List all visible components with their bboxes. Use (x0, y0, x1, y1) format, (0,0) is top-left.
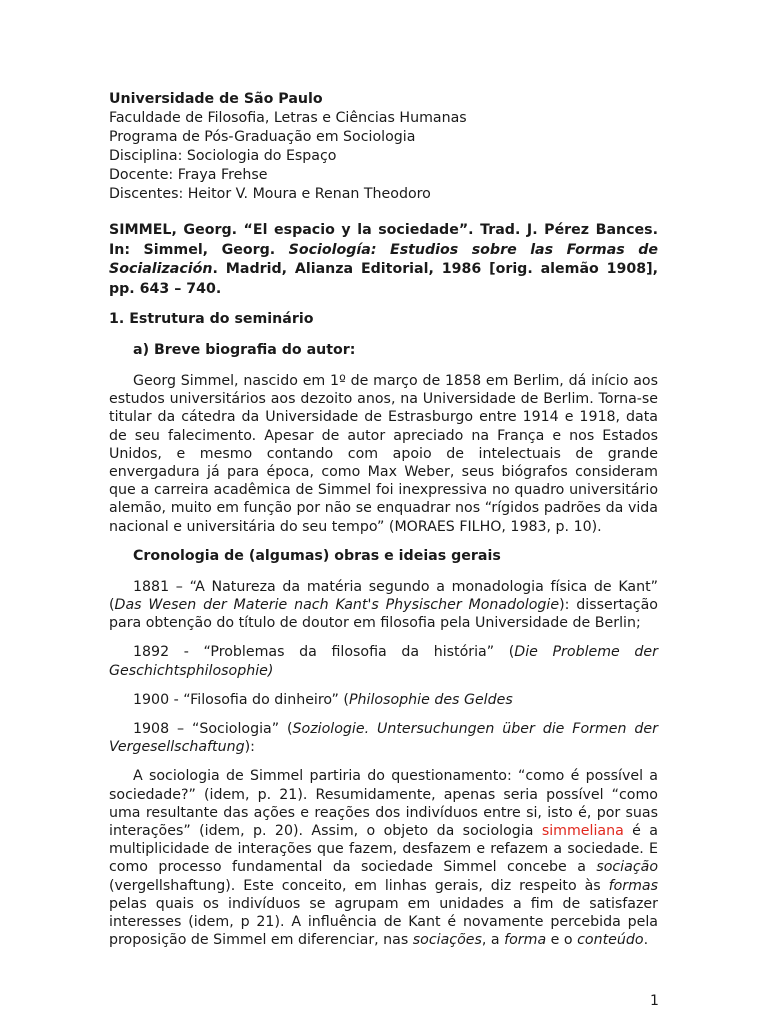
work-text: ): dissertação para obtenção do título de doutor em filosofia pela Universidade de Berlin; (109, 597, 658, 632)
work-original-title: Das Wesen der Materie nach Kant's Physischer Monadologie (114, 597, 560, 614)
paragraph-text: é a multiplicidade de interações que fazem, desfazem e refazem a sociedade. E como processo fundamental da sociedade Simmel concebe a (109, 823, 658, 876)
document-header (109, 90, 658, 204)
italic-term: sociações (412, 932, 482, 949)
document-page (109, 90, 658, 960)
students-names: Discentes: Heitor V. Moura e Renan Theodoro (109, 186, 431, 202)
paragraph-text: . (643, 932, 649, 949)
work-entry-1892 (109, 643, 658, 679)
page-number: 1 (650, 993, 659, 1009)
reference-book-title: Sociología: Estudios sobre las Formas de Socialización (109, 241, 658, 277)
discipline-name: Disciplina: Sociologia do Espaço (109, 148, 337, 164)
work-original-title: Soziologie. Untersuchungen über die Formen der Vergesellschaftung (109, 721, 658, 756)
work-text: 1881 – “A Natureza da matéria segundo a monadologia física de Kant” ( (109, 578, 658, 614)
biography-paragraph: Georg Simmel, nascido em 1º de março de 1858 em Berlim, dá início aos estudos universitários aos dezoito anos, na Universidade de Berlim. Torna-se titular da cátedra da Universidade de Estrasburgo entre 1914 e 1918, data de seu falecimento. Apesar de autor apreciado na França e nos Estados Unidos, e mesmo contando com apoio de intelectuais de grande envergadura já para época, como Max Weber, seus biógrafos consideram que a carreira acadêmica de Simmel foi inexpressiva no quadro universitário alemão, muito em função por não se enquadrar nos “rígidos padrões da vida nacional e universitária do seu tempo” (MORAES FILHO, 1983, p. 10). (109, 373, 658, 535)
work-original-title: Die Probleme der Geschichtsphilosophie) (109, 644, 658, 679)
work-entry-1881 (109, 578, 658, 633)
work-text: 1908 – “Sociologia” ( (133, 721, 293, 738)
work-text: ): (244, 739, 255, 756)
chronology-title: Cronologia de (algumas) obras e ideias gerais (133, 547, 501, 564)
bibliographic-reference (109, 221, 658, 299)
work-entry-1908 (109, 720, 658, 756)
sociology-paragraph (109, 767, 658, 949)
highlighted-word: simmeliana (541, 823, 624, 840)
paragraph-text: (vergellshaftung). Este conceito, em linhas gerais, diz respeito às (109, 877, 609, 894)
work-entry-1900 (109, 691, 658, 709)
university-name: Universidade de São Paulo (109, 91, 323, 107)
paragraph-text: , a (481, 932, 505, 949)
reference-part1: SIMMEL, Georg. “El espacio y la sociedade”. Trad. J. Pérez Bances. In: Simmel, Georg. (109, 222, 658, 258)
reference-part2: . Madrid, Alianza Editorial, 1986 [orig. alemão 1908], pp. 643 – 740. (109, 261, 658, 297)
teacher-name: Docente: Fraya Frehse (109, 167, 268, 183)
italic-term: formas (608, 877, 658, 894)
italic-term: conteúdo (577, 932, 644, 949)
program-name: Programa de Pós-Graduação em Sociologia (109, 129, 416, 145)
subsection-title-biography: a) Breve biografia do autor: (133, 342, 356, 358)
paragraph-text: e o (546, 932, 578, 949)
work-original-title: Philosophie des Geldes (348, 691, 513, 708)
section-title: 1. Estrutura do seminário (109, 311, 314, 327)
work-text: 1892 - “Problemas da filosofia da história” ( (133, 644, 515, 661)
paragraph-text: pelas quais os indivíduos se agrupam em unidades a fim de satisfazer interesses (idem, p 21). A influência de Kant é novamente percebida pela proposição de Simmel em diferenciar, nas (109, 895, 658, 949)
italic-term: sociação (596, 859, 658, 876)
italic-term: forma (504, 932, 547, 949)
paragraph-text: A sociologia de Simmel partiria do questionamento: “como é possível a sociedade?” (idem, p. 21). Resumidamente, apenas seria possível “como uma resultante das ações e reações dos indivíduos entre si, isto é, por suas interações” (idem, p. 20). Assim, o objeto da sociologia (109, 768, 658, 840)
work-text: 1900 - “Filosofia do dinheiro” ( (133, 691, 349, 708)
faculty-name: Faculdade de Filosofia, Letras e Ciências Humanas (109, 110, 467, 126)
